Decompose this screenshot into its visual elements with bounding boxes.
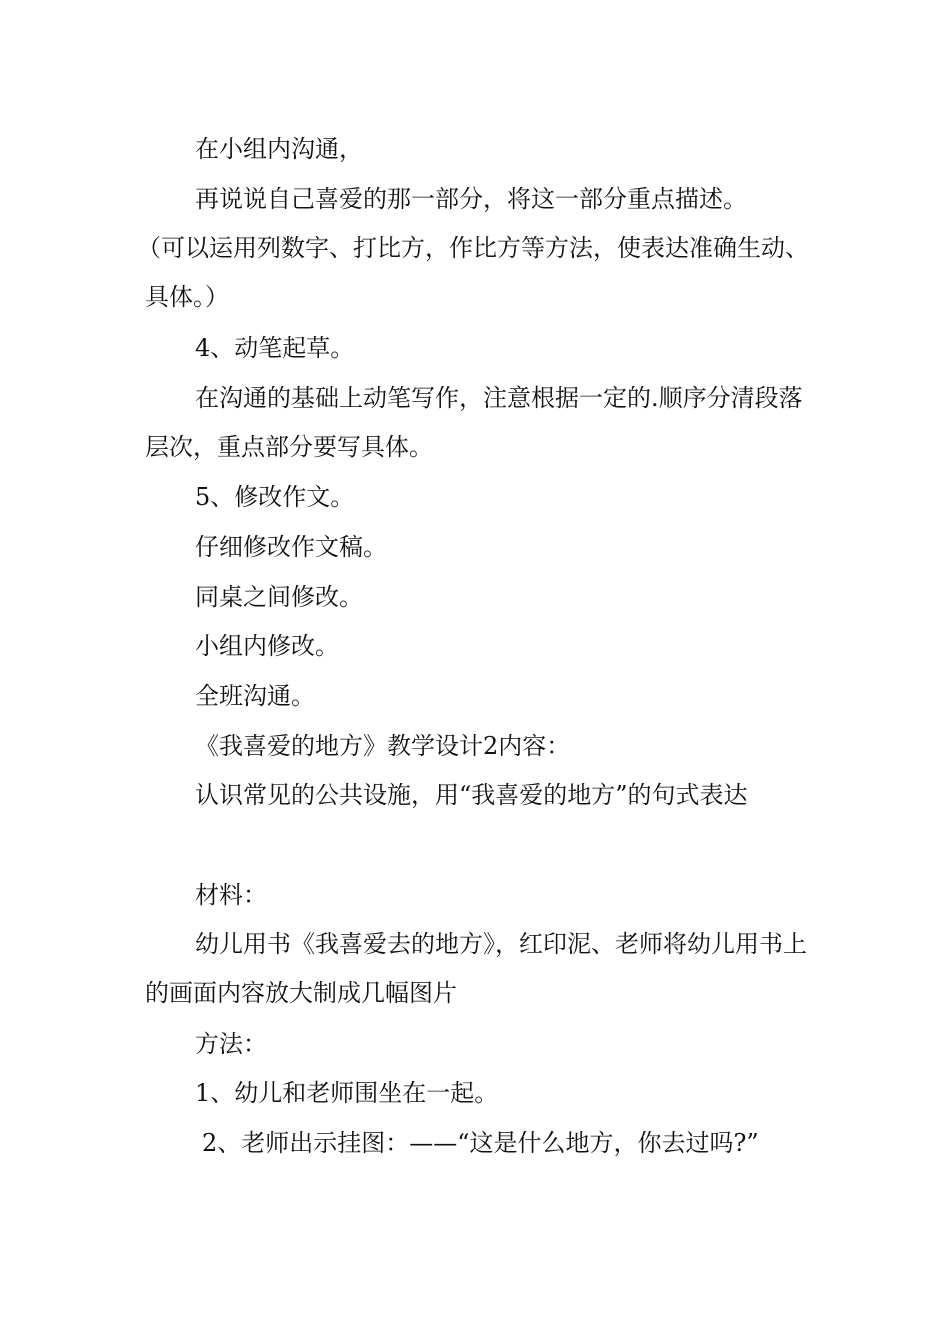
paragraph-class-communicate: 全班沟通。 xyxy=(195,682,315,710)
paragraph-describe-favorite-part: 再说说自己喜爱的那一部分，将这一部分重点描述。 xyxy=(195,185,747,213)
paragraph-group-revise: 小组内修改。 xyxy=(195,632,339,660)
paragraph-step-4-body: 在沟通的基础上动笔写作，注意根据一定的.顺序分清段落层次，重点部分要写具体。 xyxy=(145,384,803,461)
paragraph-materials-heading: 材料： xyxy=(195,881,267,909)
paragraph-communicate-in-group: 在小组内沟通， xyxy=(195,135,363,163)
paragraph-method-heading: 方法： xyxy=(195,1030,267,1058)
paragraph-revise-draft: 仔细修改作文稿。 xyxy=(195,533,387,561)
paragraph-materials-body: 幼儿用书《我喜爱去的地方》，红印泥、老师将幼儿用书上的画面内容放大制成几幅图片 xyxy=(145,930,807,1007)
paragraph-methods-note: （可以运用列数字、打比方，作比方等方法，使表达准确生动、具体。） xyxy=(137,234,809,311)
paragraph-step-4-heading: 4、动笔起草。 xyxy=(195,334,355,362)
paragraph-lesson-2-goal: 认识常见的公共设施，用“我喜爱的地方”的句式表达 xyxy=(195,781,748,809)
paragraph-lesson-2-title: 《我喜爱的地方》教学设计2内容： xyxy=(195,732,571,760)
paragraph-deskmate-revise: 同桌之间修改。 xyxy=(195,583,363,611)
paragraph-step-5-heading: 5、修改作文。 xyxy=(195,483,355,511)
paragraph-method-step-1: 1、幼儿和老师围坐在一起。 xyxy=(195,1079,499,1107)
paragraph-method-step-2: 2、老师出示挂图：——“这是什么地方，你去过吗?” xyxy=(202,1129,759,1157)
